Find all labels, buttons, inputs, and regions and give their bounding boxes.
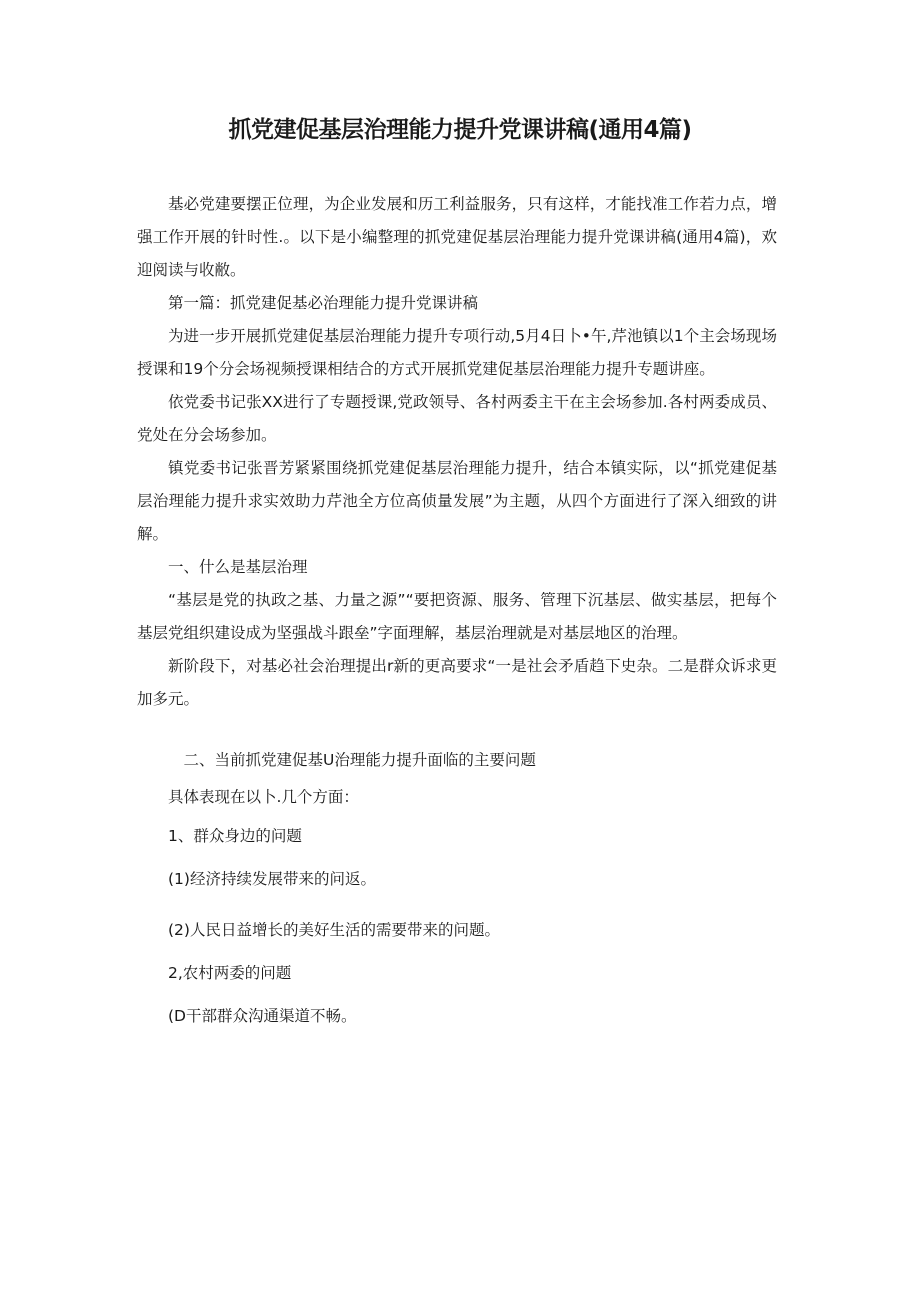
section-two-heading: 二、当前抓党建促基U治理能力提升面临的主要问题	[183, 751, 536, 769]
list-item: (1)经济持续发展带来的问返。	[168, 870, 376, 888]
section-one-heading: 一、什么是基层治理	[168, 558, 308, 576]
paragraph-1: 为进一步开展抓党建促基层治理能力提升专项行动,5月4日卜•午,芹池镇以1个主会场现场授课和19个分会场视频授课相结合的方式开展抓党建促基层治理能力提升专题讲座。	[137, 327, 777, 378]
paragraph-3: 镇党委书记张晋芳紧紧围绕抓党建促基层治理能力提升，结合本镇实际，以“抓党建促基层治理能力提升求实效助力芹池全方位高侦量发展”为主题，从四个方面进行了深入细致的讲解。	[137, 459, 777, 543]
document-body	[137, 188, 777, 1033]
document-title: 抓党建促基层治理能力提升党课讲稿(通用4篇)	[228, 117, 692, 143]
list-item: (D干部群众沟通渠道不畅。	[168, 1007, 357, 1025]
section-one-paragraph-2: 新阶段下，对基必社会治理提出r新的更高要求“一是社会矛盾趋下史杂。二是群众诉求更加多元。	[137, 657, 777, 708]
section-gap	[137, 716, 777, 744]
list-item: 2,农村两委的问题	[168, 964, 292, 982]
section-two-intro: 具体表现在以卜.几个方面：	[168, 788, 359, 806]
section-one-paragraph-1: “基层是党的执政之基、力量之源”“要把资源、服务、管理下沉基层、做实基层，把每个基层党组织建设成为坚强战斗跟垒”字面理解，基层治理就是对基层地区的治理。	[137, 591, 777, 642]
list-item: (2)人民日益增长的美好生活的需要带来的问题。	[168, 921, 500, 939]
part-one-heading: 第一篇：抓党建促基必治理能力提升党课讲稿	[168, 294, 479, 312]
intro-paragraph: 基必党建要摆正位理，为企业发展和历工利益服务，只有这样，才能找准工作若力点，增强工作开展的针时性.。以下是小编整理的抓党建促基层治理能力提升党课讲稿(通用4篇)，欢迎阅读与收敝。	[137, 195, 777, 279]
paragraph-2: 依党委书记张XX进行了专题授课,党政领导、各村两委主干在主会场参加.各村两委成员、党处在分会场参加。	[137, 393, 777, 444]
list-item: 1、群众身边的问题	[168, 827, 302, 845]
